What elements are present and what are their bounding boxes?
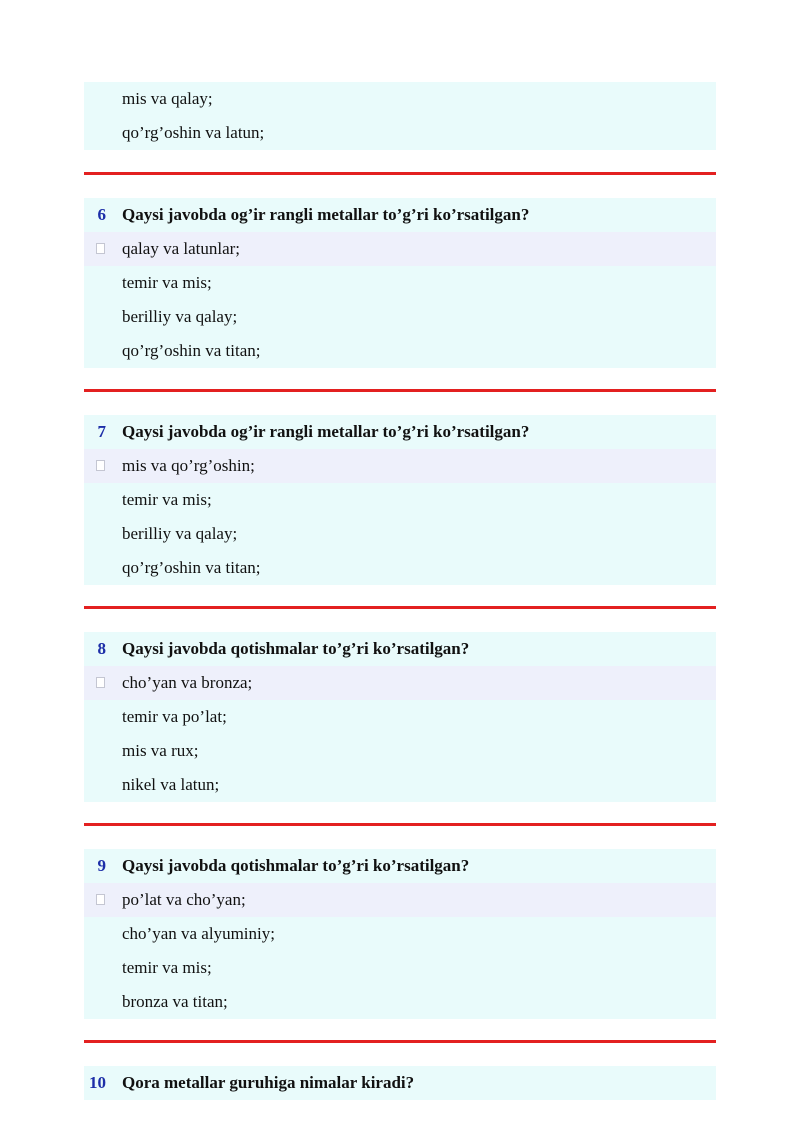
answer-option[interactable] xyxy=(84,232,716,266)
option-text: mis va qalay; xyxy=(122,89,213,108)
answer-checkbox[interactable] xyxy=(96,894,105,905)
question-header xyxy=(84,849,716,883)
option-text: qo’rg’oshin va titan; xyxy=(122,341,261,360)
answer-option[interactable] xyxy=(84,551,716,585)
question-7 xyxy=(84,415,716,585)
option-text: mis va rux; xyxy=(122,741,199,760)
answer-checkbox[interactable] xyxy=(96,243,105,254)
option-text: temir va mis; xyxy=(122,958,212,977)
question-separator xyxy=(84,389,716,392)
option-text: berilliy va qalay; xyxy=(122,524,238,543)
question-separator xyxy=(84,606,716,609)
question-10 xyxy=(84,1066,716,1100)
option-text: cho’yan va bronza; xyxy=(122,673,253,692)
answer-option[interactable] xyxy=(84,517,716,551)
question-8 xyxy=(84,632,716,802)
question-header xyxy=(84,1066,716,1100)
option-text: po’lat va cho’yan; xyxy=(122,890,246,909)
answer-option[interactable] xyxy=(84,116,716,150)
question-6 xyxy=(84,198,716,368)
answer-option[interactable] xyxy=(84,917,716,951)
question-header xyxy=(84,415,716,449)
answer-option[interactable] xyxy=(84,266,716,300)
question-text: Qaysi javobda qotishmalar to’g’ri ko’rsatilgan? xyxy=(122,639,470,658)
question-number: 7 xyxy=(97,422,106,441)
question-text: Qaysi javobda qotishmalar to’g’ri ko’rsatilgan? xyxy=(122,856,470,875)
question-separator xyxy=(84,1040,716,1043)
question-number: 8 xyxy=(97,639,106,658)
option-text: qo’rg’oshin va latun; xyxy=(122,123,265,142)
option-text: bronza va titan; xyxy=(122,992,228,1011)
question-9 xyxy=(84,849,716,1019)
question-number: 10 xyxy=(89,1073,106,1092)
answer-option[interactable] xyxy=(84,483,716,517)
option-text: temir va po’lat; xyxy=(122,707,227,726)
question-header xyxy=(84,198,716,232)
question-number: 6 xyxy=(97,205,106,224)
answer-option[interactable] xyxy=(84,951,716,985)
answer-option[interactable] xyxy=(84,666,716,700)
answer-checkbox[interactable] xyxy=(96,677,105,688)
answer-option[interactable] xyxy=(84,449,716,483)
option-text: cho’yan va alyuminiy; xyxy=(122,924,275,943)
question-number: 9 xyxy=(97,856,106,875)
answer-option[interactable] xyxy=(84,334,716,368)
option-text: temir va mis; xyxy=(122,273,212,292)
answer-option[interactable] xyxy=(84,734,716,768)
question-separator xyxy=(84,823,716,826)
answer-option[interactable] xyxy=(84,300,716,334)
question-separator xyxy=(84,172,716,175)
option-text: nikel va latun; xyxy=(122,775,220,794)
option-text: berilliy va qalay; xyxy=(122,307,238,326)
question-header xyxy=(84,632,716,666)
answer-option[interactable] xyxy=(84,768,716,802)
answer-option[interactable] xyxy=(84,700,716,734)
answer-option[interactable] xyxy=(84,985,716,1019)
option-text: temir va mis; xyxy=(122,490,212,509)
option-text: mis va qo’rg’oshin; xyxy=(122,456,255,475)
answer-checkbox[interactable] xyxy=(96,460,105,471)
answer-option[interactable] xyxy=(84,883,716,917)
question-5-tail xyxy=(84,82,716,150)
option-text: qo’rg’oshin va titan; xyxy=(122,558,261,577)
question-text: Qaysi javobda og’ir rangli metallar to’g’ri ko’rsatilgan? xyxy=(122,205,530,224)
option-text: qalay va latunlar; xyxy=(122,239,241,258)
answer-option[interactable] xyxy=(84,82,716,116)
question-text: Qora metallar guruhiga nimalar kiradi? xyxy=(122,1073,415,1092)
question-text: Qaysi javobda og’ir rangli metallar to’g’ri ko’rsatilgan? xyxy=(122,422,530,441)
